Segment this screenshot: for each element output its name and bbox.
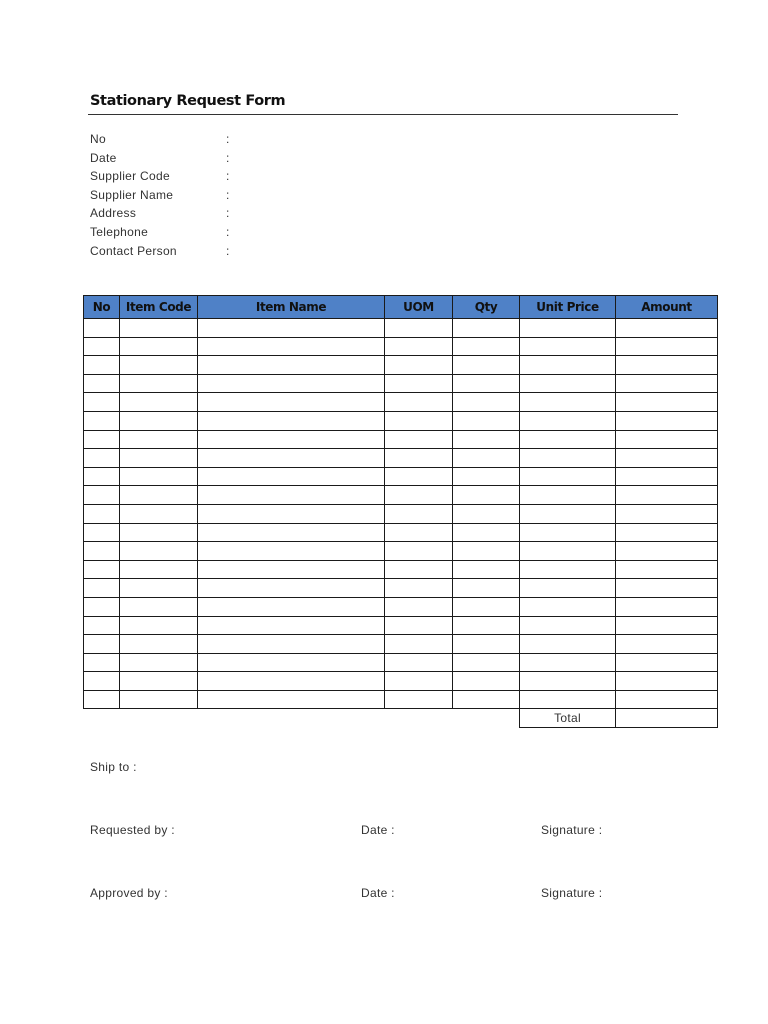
approved-signature-label: Signature : — [541, 886, 603, 900]
column-header-no: No — [84, 296, 120, 319]
table-row — [84, 504, 718, 523]
table-cell[interactable] — [520, 653, 616, 672]
table-cell[interactable] — [198, 616, 385, 635]
table-cell[interactable] — [385, 411, 453, 430]
table-cell[interactable] — [520, 411, 616, 430]
table-cell[interactable] — [385, 653, 453, 672]
table-cell[interactable] — [616, 653, 718, 672]
table-cell[interactable] — [120, 616, 198, 635]
table-cell[interactable] — [120, 356, 198, 375]
table-cell[interactable] — [198, 523, 385, 542]
table-cell[interactable] — [616, 430, 718, 449]
table-cell[interactable] — [453, 411, 520, 430]
total-amount-cell[interactable] — [616, 709, 718, 728]
table-cell[interactable] — [385, 393, 453, 412]
table-cell[interactable] — [198, 597, 385, 616]
table-cell[interactable] — [84, 672, 120, 691]
table-cell[interactable] — [198, 635, 385, 654]
table-cell[interactable] — [120, 411, 198, 430]
table-cell[interactable] — [453, 616, 520, 635]
approved-by-label: Approved by : — [90, 886, 168, 900]
table-cell[interactable] — [198, 411, 385, 430]
table-cell[interactable] — [120, 579, 198, 598]
table-cell[interactable] — [120, 690, 198, 709]
table-cell[interactable] — [453, 597, 520, 616]
table-cell[interactable] — [520, 560, 616, 579]
field-colon: : — [226, 169, 230, 184]
table-row — [84, 374, 718, 393]
table-cell[interactable] — [453, 504, 520, 523]
table-cell[interactable] — [198, 430, 385, 449]
table-cell[interactable] — [616, 411, 718, 430]
table-cell[interactable] — [520, 356, 616, 375]
table-cell[interactable] — [84, 579, 120, 598]
field-colon: : — [226, 187, 230, 202]
table-cell[interactable] — [616, 672, 718, 691]
table-cell[interactable] — [84, 319, 120, 338]
table-cell[interactable] — [453, 486, 520, 505]
table-cell[interactable] — [453, 542, 520, 561]
table-cell[interactable] — [385, 616, 453, 635]
table-cell[interactable] — [385, 560, 453, 579]
table-cell[interactable] — [120, 374, 198, 393]
table-cell[interactable] — [616, 690, 718, 709]
table-row — [84, 337, 718, 356]
column-header-uom: UOM — [385, 296, 453, 319]
table-cell[interactable] — [198, 579, 385, 598]
table-row — [84, 579, 718, 598]
table-cell[interactable] — [616, 597, 718, 616]
field-colon: : — [226, 150, 230, 165]
table-cell[interactable] — [385, 337, 453, 356]
table-cell[interactable] — [520, 374, 616, 393]
table-cell[interactable] — [453, 672, 520, 691]
table-cell[interactable] — [120, 430, 198, 449]
table-cell[interactable] — [385, 319, 453, 338]
table-cell[interactable] — [198, 560, 385, 579]
table-cell[interactable] — [84, 337, 120, 356]
table-cell[interactable] — [198, 467, 385, 486]
table-row — [84, 467, 718, 486]
table-cell[interactable] — [453, 653, 520, 672]
table-cell[interactable] — [385, 597, 453, 616]
table-cell[interactable] — [84, 374, 120, 393]
table-cell[interactable] — [198, 690, 385, 709]
table-cell[interactable] — [520, 337, 616, 356]
table-cell[interactable] — [120, 393, 198, 412]
table-cell[interactable] — [616, 635, 718, 654]
table-cell[interactable] — [120, 319, 198, 338]
table-row — [84, 560, 718, 579]
table-header-row — [84, 296, 718, 319]
table-cell[interactable] — [520, 319, 616, 338]
table-cell[interactable] — [198, 337, 385, 356]
field-label: Telephone — [90, 224, 149, 239]
requested-signature-label: Signature : — [541, 823, 603, 837]
table-cell[interactable] — [453, 523, 520, 542]
table-cell[interactable] — [120, 467, 198, 486]
ship-to-label: Ship to : — [90, 760, 137, 774]
table-cell[interactable] — [120, 653, 198, 672]
table-row — [84, 319, 718, 338]
table-cell[interactable] — [520, 672, 616, 691]
field-label: No — [90, 132, 106, 146]
table-cell[interactable] — [385, 504, 453, 523]
table-cell[interactable] — [453, 560, 520, 579]
table-row — [84, 690, 718, 709]
table-cell[interactable] — [385, 449, 453, 468]
table-row — [84, 635, 718, 654]
table-cell[interactable] — [616, 374, 718, 393]
table-cell[interactable] — [520, 579, 616, 598]
table-cell[interactable] — [385, 542, 453, 561]
table-cell[interactable] — [616, 542, 718, 561]
field-colon: : — [226, 224, 230, 239]
table-cell[interactable] — [84, 542, 120, 561]
table-cell[interactable] — [453, 449, 520, 468]
table-cell[interactable] — [453, 579, 520, 598]
total-row — [84, 709, 718, 728]
table-row — [84, 393, 718, 412]
table-cell[interactable] — [120, 504, 198, 523]
table-row — [84, 653, 718, 672]
form-title: Stationary Request Form — [90, 93, 286, 109]
table-cell[interactable] — [520, 542, 616, 561]
table-cell[interactable] — [385, 356, 453, 375]
table-cell[interactable] — [84, 635, 120, 654]
table-cell[interactable] — [616, 449, 718, 468]
requested-by-label: Requested by : — [90, 823, 175, 837]
table-cell[interactable] — [616, 523, 718, 542]
table-cell[interactable] — [385, 430, 453, 449]
table-cell[interactable] — [120, 523, 198, 542]
table-cell[interactable] — [453, 356, 520, 375]
table-cell[interactable] — [616, 393, 718, 412]
table-cell[interactable] — [616, 337, 718, 356]
table-cell[interactable] — [616, 467, 718, 486]
table-cell[interactable] — [84, 467, 120, 486]
field-label: Supplier Name — [90, 187, 174, 202]
table-cell[interactable] — [84, 690, 120, 709]
table-row — [84, 597, 718, 616]
table-cell[interactable] — [385, 690, 453, 709]
table-cell[interactable] — [120, 542, 198, 561]
approved-date-label: Date : — [361, 886, 395, 900]
field-colon: : — [226, 206, 230, 221]
table-cell[interactable] — [198, 672, 385, 691]
table-cell[interactable] — [84, 523, 120, 542]
total-label: Total — [520, 709, 616, 728]
table-cell[interactable] — [616, 356, 718, 375]
table-cell[interactable] — [120, 597, 198, 616]
table-cell[interactable] — [84, 486, 120, 505]
table-row — [84, 486, 718, 505]
table-cell[interactable] — [616, 319, 718, 338]
table-cell[interactable] — [198, 393, 385, 412]
column-header-item-name: Item Name — [198, 296, 385, 319]
column-header-unit-price: Unit Price — [520, 296, 616, 319]
table-cell[interactable] — [520, 523, 616, 542]
table-cell[interactable] — [520, 449, 616, 468]
table-cell[interactable] — [616, 579, 718, 598]
column-header-amount: Amount — [616, 296, 718, 319]
table-cell[interactable] — [84, 449, 120, 468]
table-cell[interactable] — [198, 449, 385, 468]
requested-date-label: Date : — [361, 823, 395, 837]
field-label: Supplier Code — [90, 169, 170, 184]
table-row — [84, 616, 718, 635]
table-row — [84, 523, 718, 542]
table-cell[interactable] — [198, 504, 385, 523]
table-cell[interactable] — [616, 560, 718, 579]
title-underline — [88, 114, 678, 115]
table-cell[interactable] — [385, 523, 453, 542]
table-cell[interactable] — [120, 486, 198, 505]
table-cell[interactable] — [453, 337, 520, 356]
field-label: Address — [90, 206, 137, 221]
total-row-spacer — [84, 709, 520, 728]
table-cell[interactable] — [84, 653, 120, 672]
table-cell[interactable] — [520, 393, 616, 412]
table-cell[interactable] — [453, 690, 520, 709]
field-colon: : — [226, 132, 230, 146]
table-cell[interactable] — [84, 393, 120, 412]
table-cell[interactable] — [84, 430, 120, 449]
table-cell[interactable] — [453, 393, 520, 412]
table-cell[interactable] — [84, 616, 120, 635]
table-cell[interactable] — [84, 597, 120, 616]
table-cell[interactable] — [120, 449, 198, 468]
table-cell[interactable] — [520, 467, 616, 486]
table-cell[interactable] — [453, 319, 520, 338]
field-label: Contact Person — [90, 243, 177, 258]
field-colon: : — [226, 243, 230, 258]
table-cell[interactable] — [198, 319, 385, 338]
table-cell[interactable] — [520, 430, 616, 449]
table-row — [84, 430, 718, 449]
table-cell[interactable] — [84, 411, 120, 430]
table-cell[interactable] — [520, 635, 616, 654]
table-cell[interactable] — [84, 356, 120, 375]
table-cell[interactable] — [120, 337, 198, 356]
table-cell[interactable] — [385, 467, 453, 486]
table-cell[interactable] — [120, 672, 198, 691]
table-cell[interactable] — [120, 635, 198, 654]
table-cell[interactable] — [385, 579, 453, 598]
table-cell[interactable] — [453, 467, 520, 486]
table-cell[interactable] — [453, 635, 520, 654]
field-label: Date — [90, 150, 117, 165]
table-cell[interactable] — [616, 616, 718, 635]
table-cell[interactable] — [198, 542, 385, 561]
column-header-qty: Qty — [453, 296, 520, 319]
table-cell[interactable] — [385, 486, 453, 505]
table-cell[interactable] — [198, 653, 385, 672]
table-cell[interactable] — [385, 635, 453, 654]
table-cell[interactable] — [520, 597, 616, 616]
table-cell[interactable] — [520, 504, 616, 523]
table-cell[interactable] — [616, 504, 718, 523]
column-header-item-code: Item Code — [120, 296, 198, 319]
table-cell[interactable] — [198, 374, 385, 393]
table-cell[interactable] — [520, 616, 616, 635]
table-row — [84, 356, 718, 375]
table-cell[interactable] — [520, 690, 616, 709]
table-cell[interactable] — [84, 504, 120, 523]
table-cell[interactable] — [120, 560, 198, 579]
table-cell[interactable] — [84, 560, 120, 579]
table-row — [84, 542, 718, 561]
table-cell[interactable] — [385, 374, 453, 393]
table-cell[interactable] — [616, 486, 718, 505]
table-row — [84, 449, 718, 468]
items-table — [83, 295, 718, 728]
table-cell[interactable] — [520, 486, 616, 505]
table-cell[interactable] — [198, 356, 385, 375]
table-row — [84, 411, 718, 430]
table-cell[interactable] — [453, 430, 520, 449]
table-cell[interactable] — [453, 374, 520, 393]
table-cell[interactable] — [385, 672, 453, 691]
table-row — [84, 672, 718, 691]
table-cell[interactable] — [198, 486, 385, 505]
